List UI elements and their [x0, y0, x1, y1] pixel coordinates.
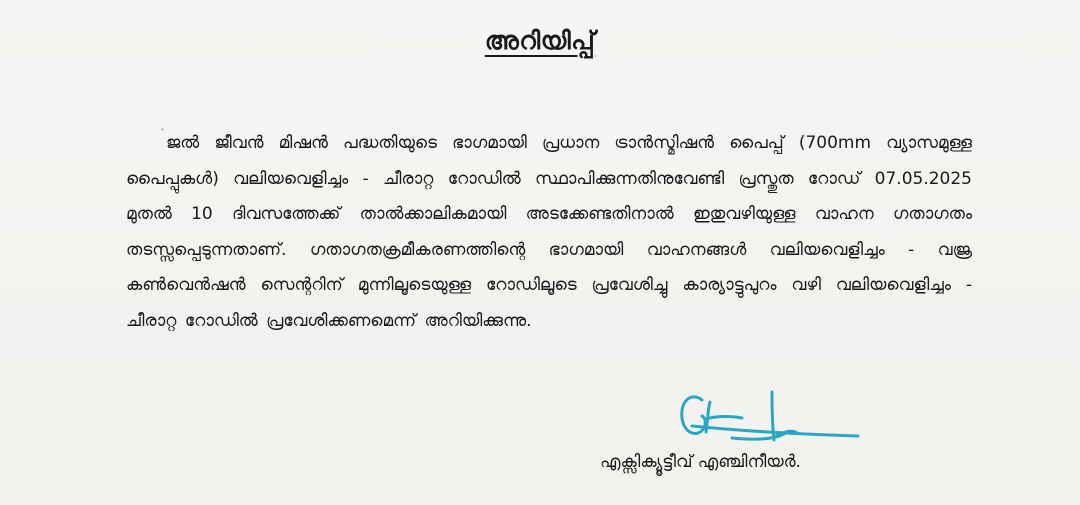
designation-text: എക്സിക്യൂട്ടീവ് എഞ്ചിനീയർ.	[600, 452, 801, 472]
notice-title	[0, 26, 1080, 56]
notice-paragraph: ജൽ ജീവൻ മിഷൻ പദ്ധതിയുടെ ഭാഗമായി പ്രധാന ട്രാൻസ്മിഷൻ പൈപ്പ് (700mm വ്യാസമുള്ള പൈപ്പുകൾ) വലിയവെളിച്ചം - ചീരാറ്റ റോഡിൽ സ്ഥാപിക്കുന്നതിനുവേണ്ടി പ്രസ്തുത റോഡ് 07.05.2025 മുതൽ 10 ദിവസത്തേക്ക് താൽക്കാലികമായി അടക്കേണ്ടതിനാൽ ഇതുവഴിയുള്ള വാഹന ഗതാഗതം തടസ്സപ്പെടുന്നതാണ്. ഗതാഗതക്രമീകരണത്തിന്റെ ഭാഗമായി വാഹനങ്ങൾ വലിയവെളിച്ചം - വജ്ര കൺവെൻഷൻ സെന്ററിന് മുന്നിലൂടെയുള്ള റോഡിലൂടെ പ്രവേശിച്ചു കാര്യാട്ടുപുറം വഴി വലിയവെളിച്ചം - ചീരാറ്റ റോഡിൽ പ്രവേശിക്കണമെന്ന് അറിയിക്കുന്നു.	[126, 133, 972, 331]
signature-image	[672, 388, 862, 458]
bullet-mark: ·	[160, 120, 166, 139]
notice-title-text: അറിയിപ്പ്	[484, 26, 596, 55]
